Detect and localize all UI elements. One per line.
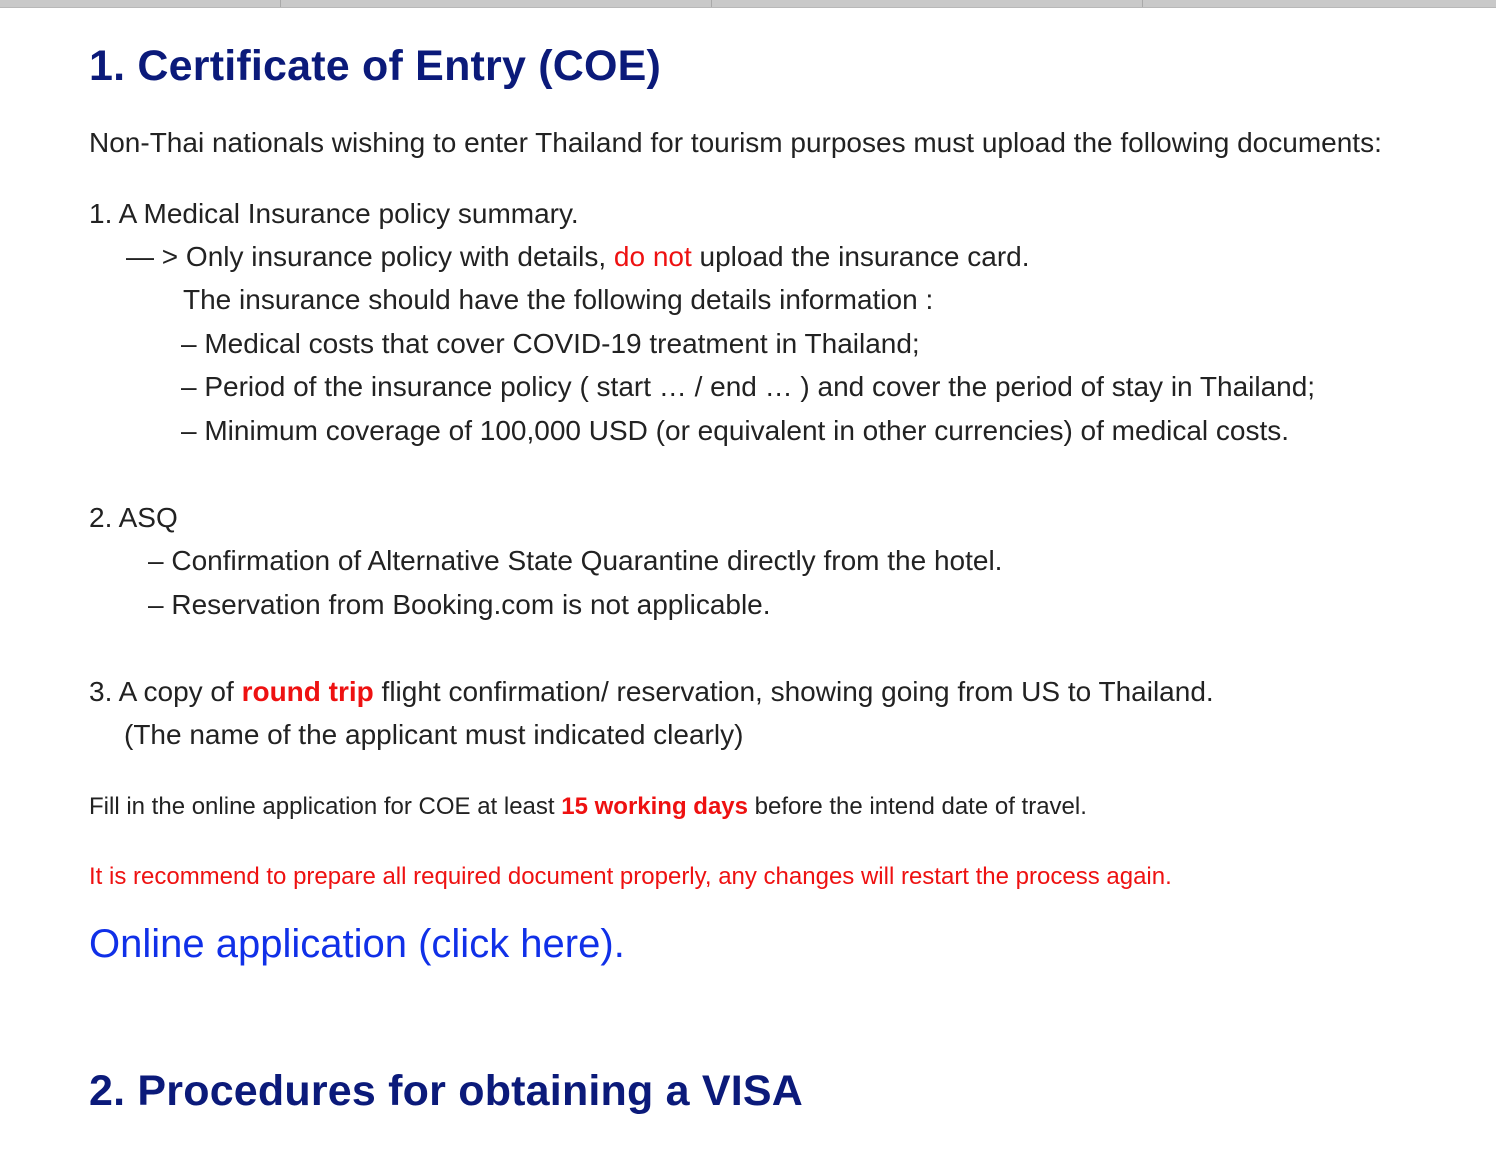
item1-details-header: The insurance should have the following details information : xyxy=(183,284,934,315)
deadline-suffix: before the intend date of travel. xyxy=(748,793,1087,820)
item3-prefix: 3. A copy of xyxy=(89,676,242,707)
item1-note-suffix: upload the insurance card. xyxy=(691,241,1030,272)
deadline-days: 15 working days xyxy=(561,793,748,820)
item2-line: – Confirmation of Alternative State Quarantine directly from the hotel. xyxy=(148,545,1003,576)
tab-segment[interactable] xyxy=(281,0,712,7)
browser-tab-strip xyxy=(0,0,1496,8)
tab-segment[interactable] xyxy=(712,0,1143,7)
item3-line2: (The name of the applicant must indicated clearly) xyxy=(124,719,744,750)
deadline-prefix: Fill in the online application for COE at least xyxy=(89,793,562,820)
item3-round-trip: round trip xyxy=(241,676,374,707)
item1-note-warning: do not xyxy=(613,241,692,272)
item2-title: 2. ASQ xyxy=(89,502,178,533)
item2-line: – Reservation from Booking.com is not applicable. xyxy=(148,589,771,620)
tab-segment[interactable] xyxy=(0,0,281,7)
section1-intro: Non-Thai nationals wishing to enter Thailand for tourism purposes must upload the following documents: xyxy=(89,127,1382,158)
item1-detail-line: – Medical costs that cover COVID-19 treatment in Thailand; xyxy=(181,328,920,359)
item1-detail-line: – Minimum coverage of 100,000 USD (or equivalent in other currencies) of medical costs. xyxy=(181,415,1290,446)
item1-note-prefix: — > Only insurance policy with details, xyxy=(126,241,614,272)
item3-line xyxy=(89,676,1214,708)
warning-text: It is recommend to prepare all required document properly, any changes will restart the process again. xyxy=(89,863,1172,890)
item1-note xyxy=(126,241,1030,273)
item3-suffix: flight confirmation/ reservation, showing going from US to Thailand. xyxy=(373,676,1214,707)
item1-title: 1. A Medical Insurance policy summary. xyxy=(89,198,579,229)
item1-detail-line: – Period of the insurance policy ( start … / end … ) and cover the period of stay in Thailand; xyxy=(181,371,1316,402)
online-application-link[interactable]: Online application (click here). xyxy=(89,922,625,966)
deadline-note xyxy=(89,793,1087,821)
section2-heading: 2. Procedures for obtaining a VISA xyxy=(89,1067,804,1115)
section1-heading: 1. Certificate of Entry (COE) xyxy=(89,42,662,90)
